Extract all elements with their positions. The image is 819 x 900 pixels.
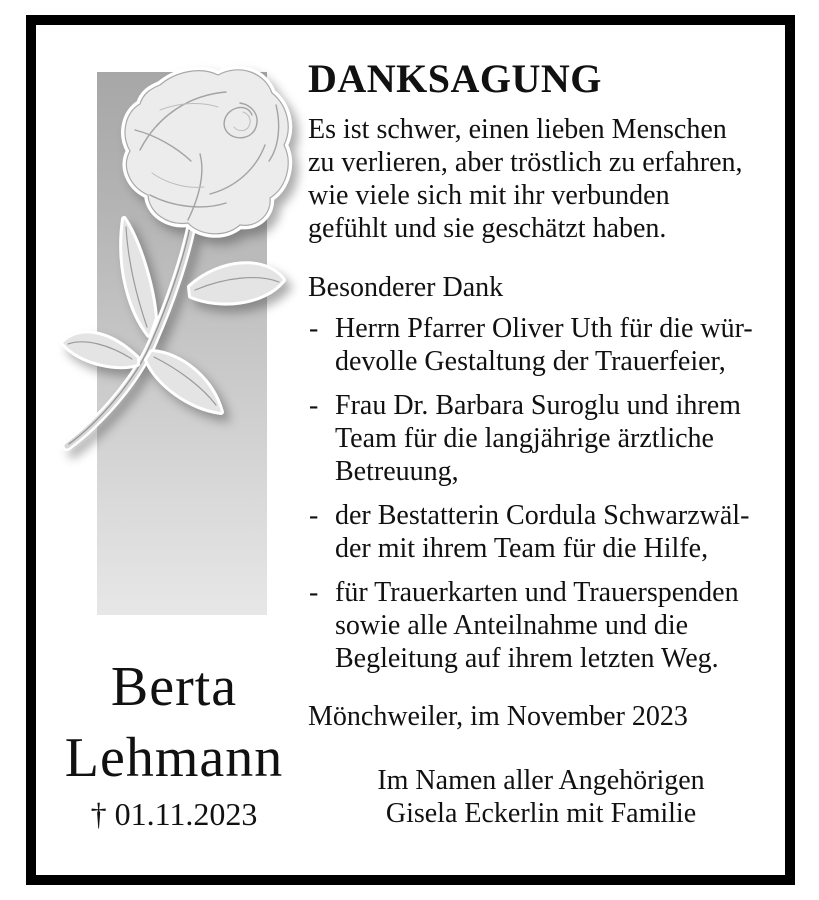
death-date: † 01.11.2023 xyxy=(90,796,258,832)
text-line: Team für die langjährige ärztliche xyxy=(335,423,714,454)
text-line: Begleitung auf ihrem letzten Weg. xyxy=(335,643,719,674)
text-line: Herrn Pfarrer Oliver Uth für die wür- xyxy=(335,313,753,344)
text-line: devolle Gestaltung der Trauerfeier, xyxy=(335,346,726,377)
thanks-item xyxy=(308,312,782,378)
rose-flower xyxy=(125,70,288,234)
text-line: für Trauerkarten und Trauerspenden xyxy=(335,577,739,608)
dash-bullet: - xyxy=(309,577,319,608)
page-title: DANKSAGUNG xyxy=(308,56,602,101)
deceased-name-block xyxy=(36,652,312,832)
rose-leaves xyxy=(63,219,283,412)
thanks-list xyxy=(308,312,782,686)
text-line: Es ist schwer, einen lieben Menschen xyxy=(308,114,727,145)
deceased-last-name: Lehmann xyxy=(64,727,284,789)
rose-icon xyxy=(40,55,300,465)
thanks-item xyxy=(308,576,782,675)
dash-bullet: - xyxy=(309,500,319,531)
text-line: Betreuung, xyxy=(335,456,459,487)
intro-paragraph xyxy=(308,113,782,245)
thanks-heading: Besonderer Dank xyxy=(308,272,504,303)
thanks-item xyxy=(308,499,782,565)
obituary-card xyxy=(26,15,795,885)
text-line: wie viele sich mit ihr verbunden xyxy=(308,180,670,211)
text-line: zu verlieren, aber tröstlich zu erfahren, xyxy=(308,147,743,178)
signoff-line: Im Namen aller Angehörigen xyxy=(377,765,705,796)
text-line: der mit ihrem Team für die Hilfe, xyxy=(335,533,709,564)
signoff-line: Gisela Eckerlin mit Familie xyxy=(385,798,697,829)
place-date: Mönchweiler, im November 2023 xyxy=(308,701,688,732)
text-line: sowie alle Anteilnahme und die xyxy=(335,610,689,641)
deceased-first-name: Berta xyxy=(110,656,238,718)
dash-bullet: - xyxy=(309,390,319,421)
thanks-item xyxy=(308,389,782,488)
text-line: der Bestatterin Cordula Schwarzwäl- xyxy=(335,500,750,531)
dash-bullet: - xyxy=(309,313,319,344)
signoff-block xyxy=(308,764,774,830)
text-line: Frau Dr. Barbara Suroglu und ihrem xyxy=(335,390,741,421)
text-line: gefühlt und sie geschätzt haben. xyxy=(308,213,667,244)
